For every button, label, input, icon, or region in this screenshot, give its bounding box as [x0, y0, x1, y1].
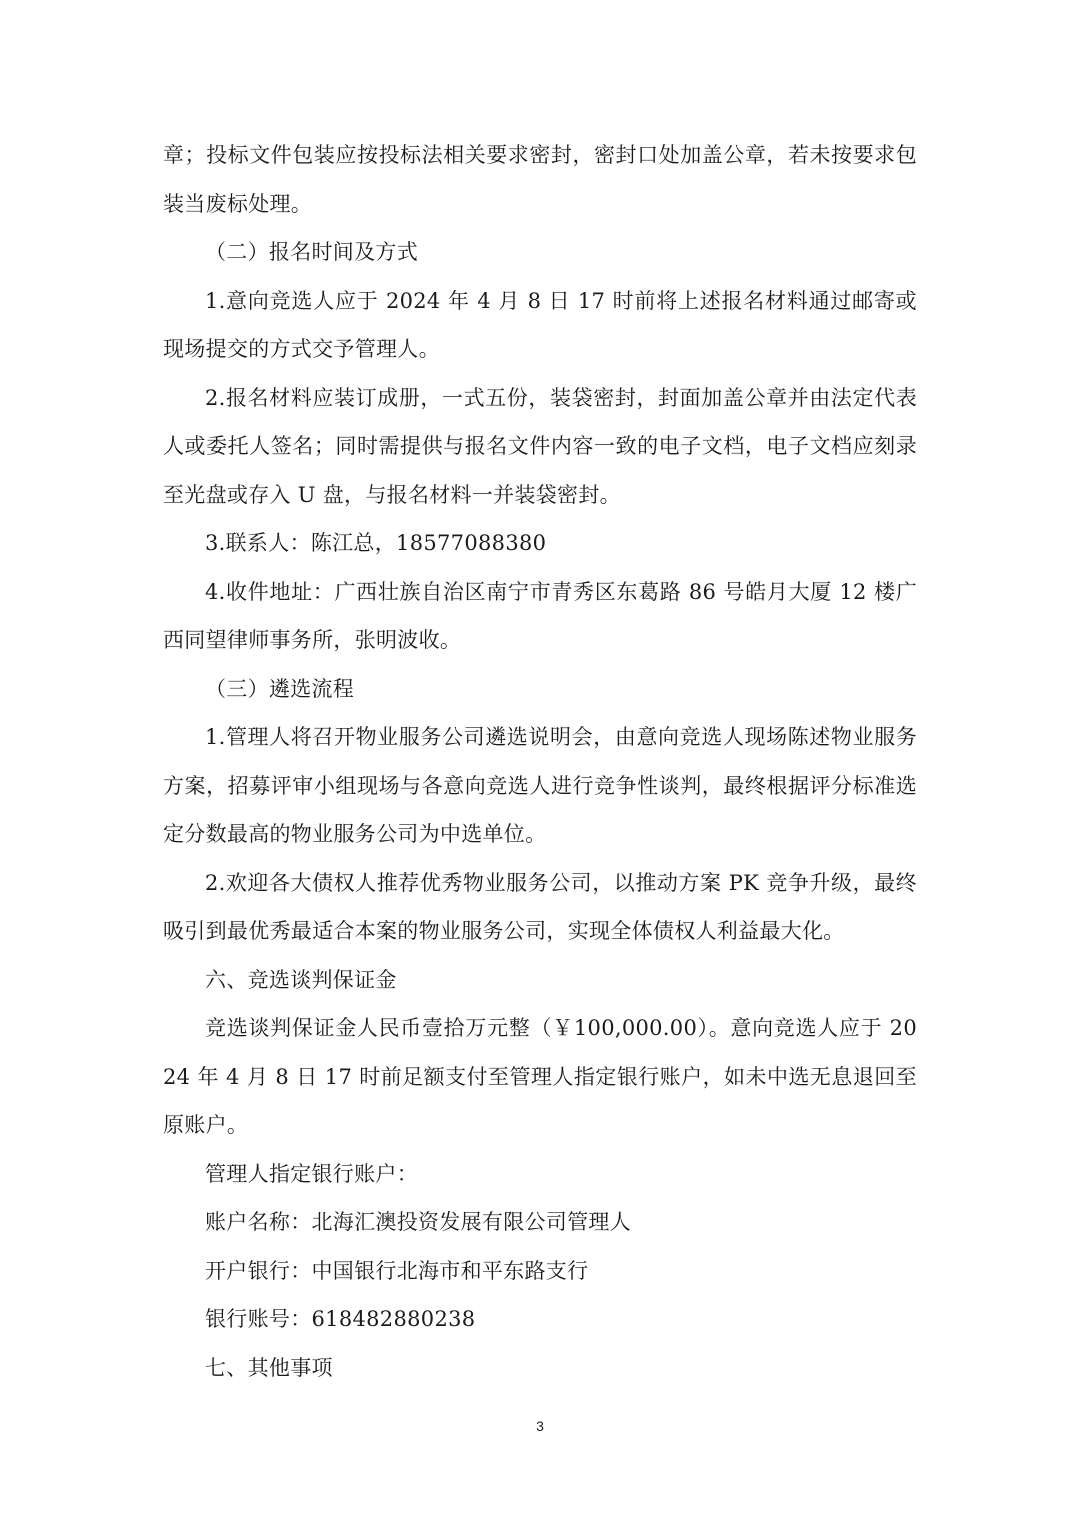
page-number: 3 [536, 1418, 544, 1434]
heading-deposit: 六、竞选谈判保证金 [205, 967, 397, 992]
paragraph-contact-person: 3.联系人：陈江总，18577088380 [205, 531, 547, 555]
paragraph-account-name: 账户名称：北海汇澳投资发展有限公司管理人 [205, 1210, 631, 1234]
document-body [163, 131, 917, 1392]
heading-registration-time-method: （二）报名时间及方式 [205, 240, 418, 264]
heading-selection-process: （三）遴选流程 [205, 676, 355, 701]
paragraph-creditor-recommendation: 2.欢迎各大债权人推荐优秀物业服务公司，以推动方案 PK 竞争升级，最终吸引到最优秀最适合本案的物业服务公司，实现全体债权人利益最大化。 [163, 870, 917, 943]
paragraph-account-number: 银行账号：618482880238 [205, 1307, 476, 1331]
paragraph-registration-materials: 2.报名材料应装订成册，一式五份，装袋密封，封面加盖公章并由法定代表人或委托人签名；同时需提供与报名文件内容一致的电子文档，电子文档应刻录至光盘或存入 U 盘，与报名材料一并装袋密封。 [163, 385, 917, 507]
paragraph-registration-deadline: 1.意向竞选人应于 2024 年 4 月 8 日 17 时前将上述报名材料通过邮寄或现场提交的方式交予管理人。 [163, 288, 917, 361]
paragraph-mailing-address: 4.收件地址：广西壮族自治区南宁市青秀区东葛路 86 号皓月大厦 12 楼广西同望律师事务所，张明波收。 [163, 579, 917, 652]
paragraph-bank-account-title: 管理人指定银行账户： [205, 1161, 418, 1186]
paragraph-packaging-requirement: 章；投标文件包装应按投标法相关要求密封，密封口处加盖公章，若未按要求包装当废标处理。 [163, 143, 917, 216]
paragraph-deposit-amount: 竞选谈判保证金人民币壹拾万元整（￥100,000.00）。意向竞选人应于 2024 年 4 月 8 日 17 时前足额支付至管理人指定银行账户，如未中选无息退回至原账户。 [163, 1016, 917, 1137]
paragraph-selection-meeting: 1.管理人将召开物业服务公司遴选说明会，由意向竞选人现场陈述物业服务方案，招募评审小组现场与各意向竞选人进行竞争性谈判，最终根据评分标准选定分数最高的物业服务公司为中选单位。 [163, 725, 917, 846]
heading-other-matters: 七、其他事项 [205, 1355, 333, 1380]
paragraph-bank-name: 开户银行：中国银行北海市和平东路支行 [205, 1258, 589, 1283]
